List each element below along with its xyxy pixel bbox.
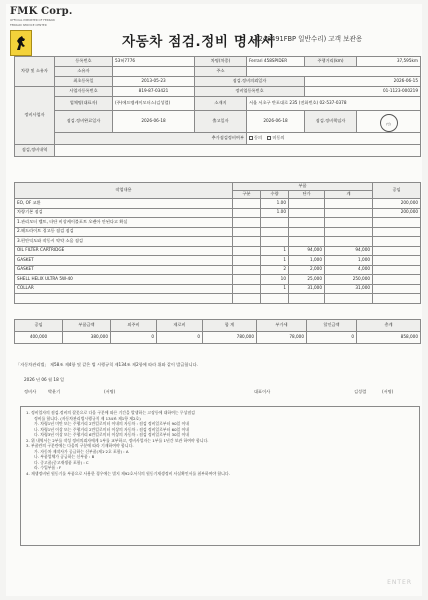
labor-header: 공임 xyxy=(373,183,421,199)
business-section-label: 정비사업자 xyxy=(15,87,55,145)
mileage-label: 주행거리(km) xyxy=(305,57,357,67)
sum-total-label: 총계 xyxy=(357,320,421,332)
note-line: 4. 재생정비된 원동기를 부품으로 사용한 경우에는 별지 제92호서식의 원동기재생정비 사실확인서를 첨부하여야 합니다. xyxy=(26,470,230,476)
location-label: 소재지 xyxy=(195,97,247,111)
location-value: 서울 서초구 반포대로 235 (전화번호) 02-537-0378 xyxy=(247,97,421,111)
vehicle-info-table xyxy=(14,56,421,157)
work-row-qty: 2 xyxy=(261,265,289,275)
work-row-content: 1.관리모터 벨트, 타단 비상케이블포트 오랜아 안된다고 확실 xyxy=(15,218,233,228)
consent-no-label: 미동의 xyxy=(272,135,285,141)
sum-subtotal-label: 합 계 xyxy=(203,320,257,332)
company-logo-area xyxy=(10,6,90,56)
work-row-content: OIL FILTER CARTRIDGE xyxy=(15,246,233,256)
mechanic-label: 정비사 xyxy=(24,389,37,394)
sum-parts-label: 부품금액 xyxy=(63,320,111,332)
consent-yes-label: 동의 xyxy=(254,135,263,141)
owner-section-label: 차량 및 소유자 xyxy=(15,57,55,87)
work-row xyxy=(15,237,421,247)
first-reg-label: 최초등록일 xyxy=(55,77,113,87)
work-row-content: COLLAR xyxy=(15,284,233,294)
note-line: 가. 차령1년 미만 또는 주행거리 2만킬로미터 이내의 자동차 : 점검 정비일로부터 90일 이내 xyxy=(34,421,190,426)
note-line: 나. 차령1년 이상 또는 주행거리 2만킬로미터 이상의 자동차 : 점검 정비일로부터 60일 이내 xyxy=(34,426,190,432)
repair-history-label: 점검,정비내역 xyxy=(15,145,55,157)
work-row-category xyxy=(233,246,261,256)
extra-service-consent xyxy=(247,133,421,145)
work-row-content: EO, OF 교환 xyxy=(15,199,233,209)
work-row xyxy=(15,208,421,218)
work-row-unit-price xyxy=(289,208,325,218)
delivery-date-label: 출고일자 xyxy=(195,111,247,133)
work-row-unit-price: 1,000 xyxy=(289,256,325,266)
work-row-qty: 1 xyxy=(261,256,289,266)
work-row-parts-total xyxy=(325,227,373,237)
document-subtitle: (248491FBP 일반수리) 고객 보관용 xyxy=(256,35,363,43)
work-row-labor xyxy=(373,218,421,228)
work-row xyxy=(15,294,421,304)
work-row-category xyxy=(233,265,261,275)
complete-date-label: 점검.정비완료일자 xyxy=(55,111,113,133)
model-value: Ferrari 458SPIDER xyxy=(247,57,305,67)
company-value: (주)에프엠케이모터스(김성렬) xyxy=(113,97,195,111)
note-line: 가. 자동차 제작사가 공급하는 신부품(제1·2호 포함) : A xyxy=(34,448,129,454)
work-row-parts-total: 94,000 xyxy=(325,246,373,256)
work-row-parts-total xyxy=(325,237,373,247)
unit-price-header: 단가 xyxy=(289,191,325,199)
work-row-qty xyxy=(261,227,289,237)
work-row-content: 차량기본 점검 xyxy=(15,208,233,218)
sum-labor-value: 400,000 xyxy=(15,332,63,344)
note-line: 정비를 합니다. (자동차관리법시행규칙 제 134조 제1항 제2호) xyxy=(34,415,141,421)
biz-no-label: 사업자등록번호 xyxy=(55,87,113,97)
sum-outsource-label: 외주비 xyxy=(111,320,157,332)
work-row-labor xyxy=(373,265,421,275)
sum-discount-value: 0 xyxy=(307,332,357,344)
work-row-qty: 1.00 xyxy=(261,199,289,209)
owner-name-value xyxy=(113,67,195,77)
work-row-qty: 10 xyxy=(261,275,289,285)
work-row-parts-total: 31,000 xyxy=(325,284,373,294)
note-line: 나. 부품업체가 공급하는 신부품 : B xyxy=(34,454,95,459)
work-row-labor xyxy=(373,294,421,304)
brand-tagline-1: OFFICIAL IMPORTER OF FERRARI xyxy=(10,18,56,22)
brand-tagline-2: FERRARI SERVICE CENTER xyxy=(10,23,47,27)
work-row-unit-price xyxy=(289,199,325,209)
sum-outsource-value: 0 xyxy=(111,332,157,344)
sum-other-label: 제로비 xyxy=(157,320,203,332)
inspector-label: 점검.정비책임자 xyxy=(305,111,357,133)
note-line: 2. 위 내역서는 2부를 작성 정비의뢰자에게 1부를 교부하고, 정비사업자는 1부를 1년간 보관 하여야 합니다. xyxy=(26,437,209,443)
work-row-parts-total: 1,000 xyxy=(325,256,373,266)
work-row-labor xyxy=(373,275,421,285)
sum-vat-label: 부가세 xyxy=(257,320,307,332)
work-row-category xyxy=(233,227,261,237)
work-row xyxy=(15,199,421,209)
work-row-labor xyxy=(373,284,421,294)
work-row-unit-price: 31,000 xyxy=(289,284,325,294)
reg-no-value: 53허7776 xyxy=(113,57,195,67)
work-row-qty xyxy=(261,294,289,304)
work-row xyxy=(15,218,421,228)
inspector-signature xyxy=(357,111,421,133)
work-content-header: 작업내용 xyxy=(15,183,233,199)
note-line: 다. 중고품(중고재생품 포함) : C xyxy=(34,459,89,465)
work-row-qty: 1 xyxy=(261,246,289,256)
work-row-unit-price xyxy=(289,227,325,237)
company-label: 업체명(대표자) xyxy=(55,97,113,111)
biz-no-value: 819-87-03421 xyxy=(113,87,195,97)
work-row-labor: 200,000 xyxy=(373,208,421,218)
work-row-content: 3.편안익도와 작동시 약약 소음 점검 xyxy=(15,237,233,247)
work-row-labor xyxy=(373,256,421,266)
mechanic-name: 박윤기 xyxy=(48,389,61,394)
sum-parts-value: 380,000 xyxy=(63,332,111,344)
work-row-unit-price: 94,000 xyxy=(289,246,325,256)
work-row-content: 2.헤드라이트 경고등 점검 점검 xyxy=(15,227,233,237)
check-date-label: 점검.정비의뢰일자 xyxy=(195,77,305,87)
mechanic-signature-label: (서명) xyxy=(104,389,116,394)
work-row-category xyxy=(233,208,261,218)
notes-box xyxy=(20,406,420,546)
work-row-labor xyxy=(373,227,421,237)
sum-labor-label: 공임 xyxy=(15,320,63,332)
work-row-unit-price: 25,000 xyxy=(289,275,325,285)
work-row-category xyxy=(233,294,261,304)
note-line: 1. 정비업자의 점검.정비의 잘못으로 다음 구분에 따른 기간을 발생하는 고장등에 대하여는 무상점검 xyxy=(26,410,195,415)
work-row-content: GASKET xyxy=(15,256,233,266)
document-title: 자동차 점검.정비 명세서 xyxy=(122,34,275,50)
model-label: 차명(차종) xyxy=(195,57,247,67)
work-row-parts-total: 250,000 xyxy=(325,275,373,285)
work-row-category xyxy=(233,218,261,228)
parts-total-header: 계 xyxy=(325,191,373,199)
brand-name: FMK Corp. xyxy=(10,6,73,17)
address-value xyxy=(247,67,421,77)
extra-service-label: 추가점검정비여부 xyxy=(55,133,247,145)
consent-no-checkbox[interactable] xyxy=(267,136,271,140)
work-row xyxy=(15,275,421,285)
prancing-horse-logo-icon xyxy=(10,30,32,56)
work-row-content xyxy=(15,294,233,304)
work-row-labor xyxy=(373,237,421,247)
work-row-category xyxy=(233,199,261,209)
work-row-qty xyxy=(261,218,289,228)
work-row xyxy=(15,284,421,294)
issue-date: 2026 년 06 월 18 일 xyxy=(24,377,65,382)
work-row-category xyxy=(233,256,261,266)
first-reg-value: 2013-05-23 xyxy=(113,77,195,87)
sum-vat-value: 78,000 xyxy=(257,332,307,344)
note-line: 3. 부품란의 구분란에는 다음의 구분에 따라 기재하여야 합니다. xyxy=(26,443,134,448)
work-row-labor: 200,000 xyxy=(373,199,421,209)
consent-yes-checkbox[interactable] xyxy=(249,136,253,140)
work-row-category xyxy=(233,284,261,294)
work-row-unit-price xyxy=(289,237,325,247)
sum-other-value: 0 xyxy=(157,332,203,344)
faint-stamp: ENTER xyxy=(387,579,412,586)
work-row-unit-price xyxy=(289,294,325,304)
owner-name-label: 소유자 xyxy=(55,67,113,77)
inspector-stamp-icon: (인) xyxy=(380,114,398,132)
note-line: 다. 차령3년 이상 또는 주행거리 6만킬로미터 이상의 자동차 : 점검 정비일로부터 30일 이내 xyxy=(34,432,190,437)
work-row xyxy=(15,246,421,256)
work-row xyxy=(15,256,421,266)
mileage-value: 37,595km xyxy=(357,57,421,67)
repair-history-value xyxy=(55,145,421,157)
work-row-qty: 1.00 xyxy=(261,208,289,218)
work-row-qty xyxy=(261,237,289,247)
work-row-content: GASKET xyxy=(15,265,233,275)
work-row-parts-total xyxy=(325,208,373,218)
work-row-parts-total xyxy=(325,294,373,304)
rep-name: 김성렬 xyxy=(354,389,367,394)
sum-total-value: 858,000 xyxy=(357,332,421,344)
summary-table xyxy=(14,319,421,344)
work-rows xyxy=(15,199,421,304)
license-label: 정비업등록번호 xyxy=(195,87,305,97)
work-row xyxy=(15,227,421,237)
qty-header: 수량 xyxy=(261,191,289,199)
rep-signature-label: (서명) xyxy=(382,389,394,394)
parts-header: 부품 xyxy=(233,183,373,191)
check-date-value: 2026-06-15 xyxy=(305,77,421,87)
delivery-date-value: 2026-06-18 xyxy=(247,111,305,133)
license-value: 01-1123-000219 xyxy=(305,87,421,97)
work-row-parts-total: 4,000 xyxy=(325,265,373,275)
reg-no-label: 등록번호 xyxy=(55,57,113,67)
work-row-category xyxy=(233,275,261,285)
work-row-unit-price: 2,000 xyxy=(289,265,325,275)
work-row-parts-total xyxy=(325,199,373,209)
rep-label: 대표이사 xyxy=(254,389,271,394)
work-row-unit-price xyxy=(289,218,325,228)
work-items-table xyxy=(14,182,421,304)
address-label: 주소 xyxy=(195,67,247,77)
category-header: 구분 xyxy=(233,191,261,199)
legal-statement: 「자동차관리법」 제58조 제4항 및 같은 법 시행규칙 제134조 제2항에 따라 위와 같이 발급합니다. xyxy=(16,362,198,367)
work-row-content: SHELL HELIX ULTRA 5W-40 xyxy=(15,275,233,285)
sum-discount-label: 할인금액 xyxy=(307,320,357,332)
work-row-category xyxy=(233,237,261,247)
work-row-parts-total xyxy=(325,218,373,228)
work-row xyxy=(15,265,421,275)
note-line: 라. 수입부품 : F xyxy=(34,465,62,470)
complete-date-value: 2026-06-18 xyxy=(113,111,195,133)
document-sheet xyxy=(6,4,422,596)
sum-subtotal-value: 780,000 xyxy=(203,332,257,344)
work-row-qty: 1 xyxy=(261,284,289,294)
work-row-labor xyxy=(373,246,421,256)
